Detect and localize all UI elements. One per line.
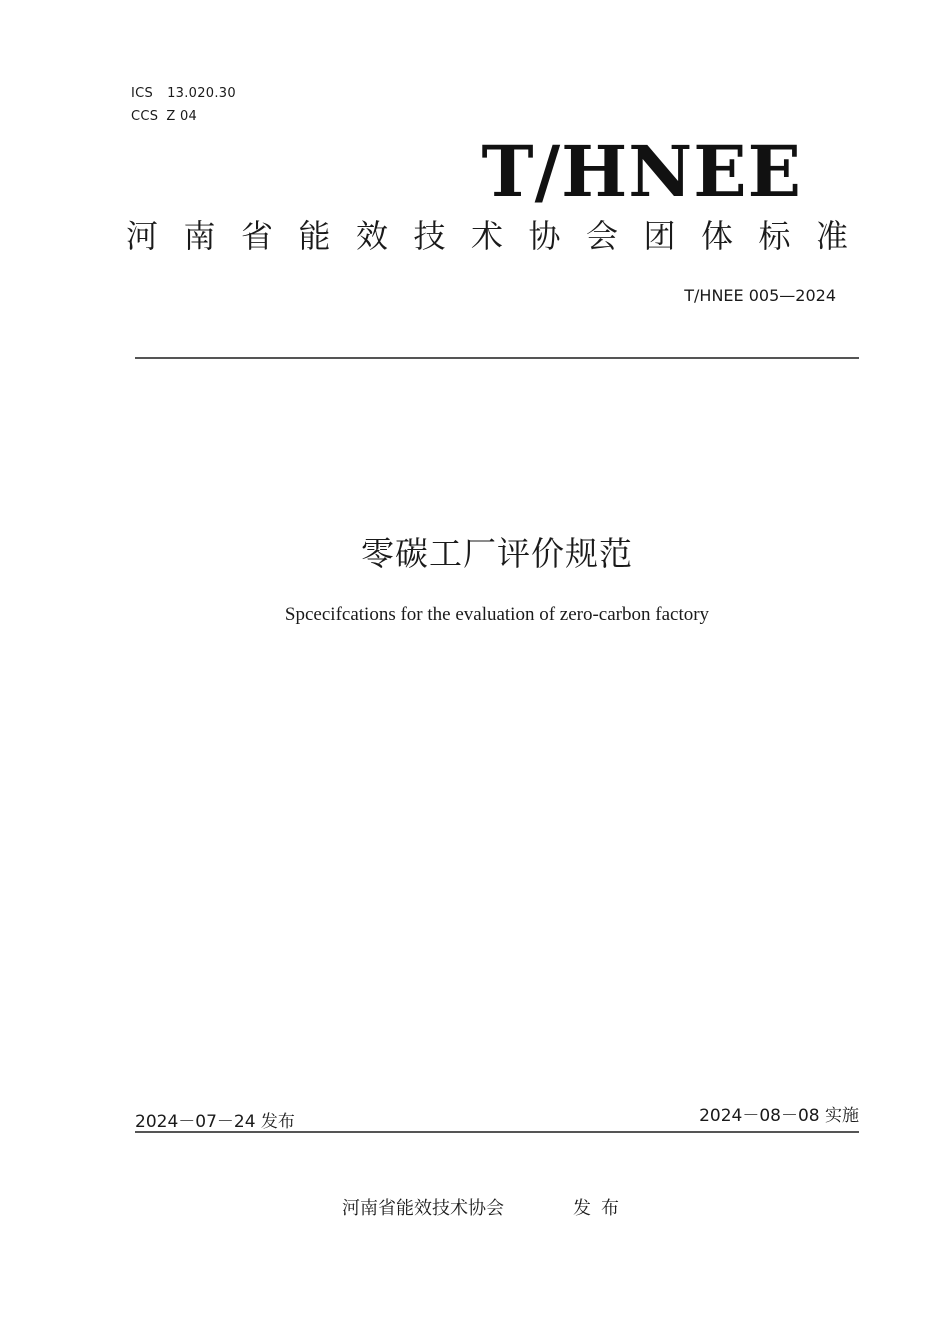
document-title-en: Spcecifcations for the evaluation of zero-carbon factory xyxy=(284,604,710,625)
ics-code: 13.020.30 xyxy=(167,86,236,101)
ccs-code: Z 04 xyxy=(166,109,198,124)
issue-date: 2024－07－24 发布 xyxy=(135,1112,295,1132)
standard-number: T/HNEE 005—2024 xyxy=(684,286,836,305)
document-title-cn: 零碳工厂评价规范 xyxy=(361,534,633,573)
ccs-line xyxy=(131,109,197,124)
publisher-name: 河南省能效技术协会 xyxy=(342,1198,504,1219)
ccs-label: CCS xyxy=(131,109,159,124)
bottom-divider xyxy=(135,1131,859,1133)
organization-title: 河南省能效技术协会团体标准 xyxy=(126,217,874,255)
ics-label: ICS xyxy=(131,86,154,101)
implementation-date: 2024－08－08 实施 xyxy=(699,1106,859,1126)
publish-label: 发布 xyxy=(573,1198,629,1219)
ics-line xyxy=(131,86,236,101)
top-divider xyxy=(135,357,859,359)
standard-logo: T/HNEE xyxy=(481,130,802,213)
